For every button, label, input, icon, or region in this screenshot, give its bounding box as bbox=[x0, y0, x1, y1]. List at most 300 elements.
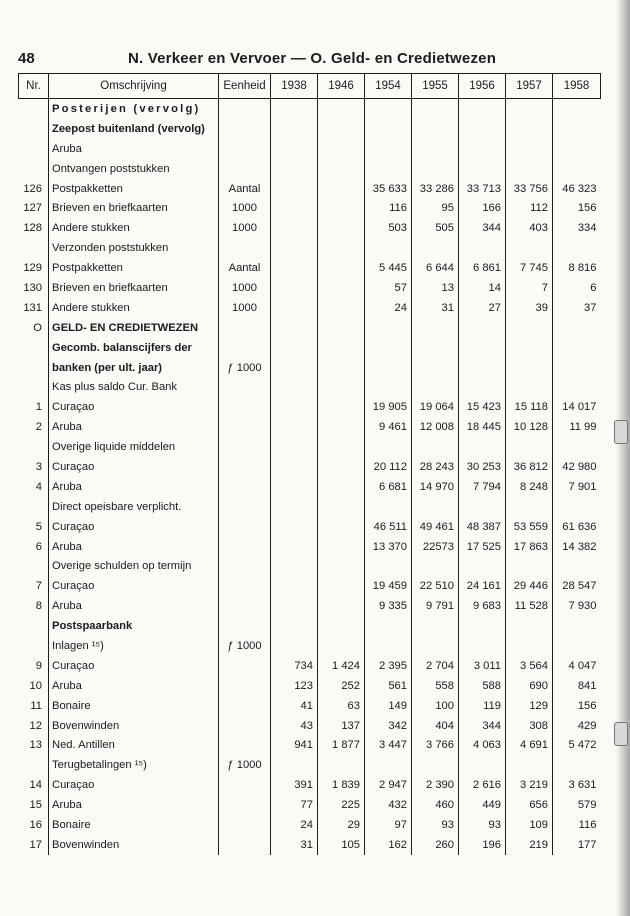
value-cell bbox=[318, 119, 365, 139]
value-cell: 505 bbox=[412, 218, 459, 238]
value-cell bbox=[271, 556, 318, 576]
value-cell: 8 248 bbox=[506, 477, 553, 497]
table-row bbox=[19, 198, 601, 218]
table-row bbox=[19, 358, 601, 378]
table-row bbox=[19, 576, 601, 596]
value-cell: 22 510 bbox=[412, 576, 459, 596]
row-description: GELD- EN CREDIETWEZEN bbox=[49, 318, 219, 338]
value-cell: 119 bbox=[459, 696, 506, 716]
column-header: 1957 bbox=[506, 74, 553, 99]
value-cell: 24 161 bbox=[459, 576, 506, 596]
value-cell bbox=[271, 139, 318, 159]
value-cell: 342 bbox=[365, 716, 412, 736]
value-cell: 219 bbox=[506, 835, 553, 855]
row-number: 13 bbox=[29, 739, 42, 752]
value-cell: 7 794 bbox=[459, 477, 506, 497]
value-cell bbox=[412, 238, 459, 258]
value-cell: 39 bbox=[506, 298, 553, 318]
value-cell bbox=[271, 616, 318, 636]
row-number: 127 bbox=[23, 202, 42, 215]
value-cell bbox=[553, 318, 601, 338]
value-cell bbox=[553, 139, 601, 159]
value-cell bbox=[459, 755, 506, 775]
value-cell bbox=[271, 119, 318, 139]
row-description: Curaçao bbox=[49, 397, 219, 417]
value-cell bbox=[506, 159, 553, 179]
value-cell bbox=[506, 358, 553, 378]
table-row bbox=[19, 716, 601, 736]
value-cell: 404 bbox=[412, 716, 459, 736]
value-cell: 43 bbox=[271, 716, 318, 736]
table-row bbox=[19, 537, 601, 557]
value-cell bbox=[553, 556, 601, 576]
row-description: Aruba bbox=[49, 795, 219, 815]
table-row bbox=[19, 815, 601, 835]
row-description: Bonaire bbox=[49, 696, 219, 716]
row-unit bbox=[219, 537, 271, 557]
value-cell bbox=[412, 616, 459, 636]
row-unit: 1000 bbox=[219, 298, 271, 318]
value-cell: 3 447 bbox=[365, 736, 412, 756]
value-cell: 196 bbox=[459, 835, 506, 855]
value-cell: 22573 bbox=[412, 537, 459, 557]
value-cell: 177 bbox=[553, 835, 601, 855]
value-cell bbox=[318, 576, 365, 596]
value-cell: 28 547 bbox=[553, 576, 601, 596]
value-cell bbox=[506, 318, 553, 338]
value-cell: 116 bbox=[365, 198, 412, 218]
row-number bbox=[19, 497, 49, 517]
value-cell bbox=[459, 159, 506, 179]
value-cell bbox=[412, 338, 459, 358]
value-cell: 162 bbox=[365, 835, 412, 855]
row-unit bbox=[219, 318, 271, 338]
value-cell: 57 bbox=[365, 278, 412, 298]
value-cell: 9 461 bbox=[365, 417, 412, 437]
value-cell: 690 bbox=[506, 676, 553, 696]
value-cell bbox=[553, 338, 601, 358]
table-row bbox=[19, 318, 601, 338]
value-cell: 2 395 bbox=[365, 656, 412, 676]
value-cell bbox=[412, 556, 459, 576]
value-cell: 260 bbox=[412, 835, 459, 855]
value-cell bbox=[459, 318, 506, 338]
row-number: 1 bbox=[35, 401, 42, 414]
value-cell bbox=[318, 358, 365, 378]
value-cell: 49 461 bbox=[412, 517, 459, 537]
value-cell bbox=[506, 99, 553, 119]
row-unit bbox=[219, 457, 271, 477]
row-unit bbox=[219, 815, 271, 835]
value-cell bbox=[318, 179, 365, 199]
value-cell bbox=[271, 99, 318, 119]
column-header: Nr. bbox=[19, 74, 49, 99]
table-row bbox=[19, 696, 601, 716]
value-cell: 63 bbox=[318, 696, 365, 716]
value-cell: 13 370 bbox=[365, 537, 412, 557]
value-cell: 29 bbox=[318, 815, 365, 835]
value-cell: 1 877 bbox=[318, 736, 365, 756]
value-cell bbox=[459, 238, 506, 258]
row-unit bbox=[219, 576, 271, 596]
row-unit bbox=[219, 119, 271, 139]
value-cell bbox=[506, 139, 553, 159]
value-cell: 841 bbox=[553, 676, 601, 696]
row-number: 11 bbox=[30, 699, 42, 712]
row-number: 128 bbox=[23, 222, 42, 235]
row-unit bbox=[219, 835, 271, 855]
row-description: Aruba bbox=[49, 139, 219, 159]
row-unit bbox=[219, 497, 271, 517]
value-cell: 14 017 bbox=[553, 397, 601, 417]
value-cell bbox=[459, 139, 506, 159]
row-description: Aruba bbox=[49, 676, 219, 696]
table-row bbox=[19, 755, 601, 775]
value-cell bbox=[271, 338, 318, 358]
value-cell: 4 063 bbox=[459, 736, 506, 756]
value-cell bbox=[318, 159, 365, 179]
value-cell: 9 683 bbox=[459, 596, 506, 616]
table-row bbox=[19, 377, 601, 397]
row-description: Aruba bbox=[49, 596, 219, 616]
row-unit bbox=[219, 417, 271, 437]
row-description: Zeepost buitenland (vervolg) bbox=[49, 119, 219, 139]
value-cell bbox=[318, 218, 365, 238]
value-cell bbox=[318, 477, 365, 497]
value-cell bbox=[412, 119, 459, 139]
value-cell: 31 bbox=[412, 298, 459, 318]
value-cell: 5 445 bbox=[365, 258, 412, 278]
value-cell: 503 bbox=[365, 218, 412, 238]
row-description: Inlagen ¹⁵) bbox=[49, 636, 219, 656]
value-cell bbox=[271, 517, 318, 537]
row-description: Verzonden poststukken bbox=[49, 238, 219, 258]
row-unit: ƒ 1000 bbox=[219, 755, 271, 775]
table-row bbox=[19, 556, 601, 576]
value-cell: 17 525 bbox=[459, 537, 506, 557]
row-description: Ned. Antillen bbox=[49, 736, 219, 756]
row-number: 2 bbox=[35, 421, 42, 434]
value-cell: 77 bbox=[271, 795, 318, 815]
value-cell bbox=[553, 159, 601, 179]
row-number: 12 bbox=[29, 719, 42, 732]
table-row bbox=[19, 477, 601, 497]
value-cell: 33 713 bbox=[459, 179, 506, 199]
row-unit: ƒ 1000 bbox=[219, 358, 271, 378]
row-number: 15 bbox=[29, 799, 42, 812]
value-cell: 33 286 bbox=[412, 179, 459, 199]
row-unit bbox=[219, 139, 271, 159]
column-header: 1954 bbox=[365, 74, 412, 99]
value-cell: 95 bbox=[412, 198, 459, 218]
value-cell: 7 bbox=[506, 278, 553, 298]
row-description: Direct opeisbare verplicht. bbox=[49, 497, 219, 517]
row-description: Curaçao bbox=[49, 457, 219, 477]
row-number bbox=[19, 99, 49, 119]
value-cell bbox=[271, 278, 318, 298]
value-cell: 2 616 bbox=[459, 775, 506, 795]
value-cell bbox=[365, 358, 412, 378]
column-header: 1946 bbox=[318, 74, 365, 99]
table-row bbox=[19, 119, 601, 139]
value-cell bbox=[459, 497, 506, 517]
value-cell: 123 bbox=[271, 676, 318, 696]
value-cell bbox=[506, 238, 553, 258]
value-cell: 3 766 bbox=[412, 736, 459, 756]
value-cell bbox=[459, 119, 506, 139]
value-cell: 116 bbox=[553, 815, 601, 835]
value-cell bbox=[412, 159, 459, 179]
row-description: Overige schulden op termijn bbox=[49, 556, 219, 576]
value-cell bbox=[318, 417, 365, 437]
table-row bbox=[19, 636, 601, 656]
page-header bbox=[18, 50, 618, 70]
value-cell bbox=[365, 636, 412, 656]
value-cell bbox=[318, 397, 365, 417]
row-unit bbox=[219, 99, 271, 119]
value-cell: 30 253 bbox=[459, 457, 506, 477]
row-unit bbox=[219, 775, 271, 795]
value-cell: 3 219 bbox=[506, 775, 553, 795]
row-number bbox=[19, 437, 49, 457]
value-cell: 308 bbox=[506, 716, 553, 736]
row-number bbox=[19, 238, 49, 258]
row-description: Postpakketten bbox=[49, 179, 219, 199]
row-number bbox=[19, 636, 49, 656]
value-cell bbox=[318, 318, 365, 338]
value-cell: 93 bbox=[412, 815, 459, 835]
value-cell bbox=[271, 636, 318, 656]
row-number bbox=[19, 338, 49, 358]
value-cell bbox=[506, 497, 553, 517]
value-cell: 28 243 bbox=[412, 457, 459, 477]
value-cell bbox=[412, 377, 459, 397]
row-number: 17 bbox=[29, 838, 42, 851]
value-cell: 24 bbox=[365, 298, 412, 318]
row-number bbox=[19, 159, 49, 179]
value-cell bbox=[365, 755, 412, 775]
table-row bbox=[19, 159, 601, 179]
value-cell bbox=[318, 755, 365, 775]
row-unit bbox=[219, 477, 271, 497]
value-cell bbox=[271, 437, 318, 457]
row-description: Aruba bbox=[49, 537, 219, 557]
row-description: Kas plus saldo Cur. Bank bbox=[49, 377, 219, 397]
value-cell: 93 bbox=[459, 815, 506, 835]
table-row bbox=[19, 736, 601, 756]
row-description: Aruba bbox=[49, 417, 219, 437]
value-cell: 14 382 bbox=[553, 537, 601, 557]
row-number: 16 bbox=[29, 819, 42, 831]
row-description: Gecomb. balanscijfers der bbox=[49, 338, 219, 358]
value-cell: 8 816 bbox=[553, 258, 601, 278]
value-cell: 7 930 bbox=[553, 596, 601, 616]
row-number: 5 bbox=[35, 520, 42, 533]
value-cell: 42 980 bbox=[553, 457, 601, 477]
page-title: N. Verkeer en Vervoer — O. Geld- en Credietwezen bbox=[128, 50, 497, 67]
row-number: O bbox=[33, 321, 42, 334]
value-cell bbox=[553, 497, 601, 517]
row-description: Brieven en briefkaarten bbox=[49, 278, 219, 298]
value-cell bbox=[506, 636, 553, 656]
row-description: Postspaarbank bbox=[49, 616, 219, 636]
value-cell: 9 791 bbox=[412, 596, 459, 616]
table-row bbox=[19, 497, 601, 517]
row-description: Aruba bbox=[49, 477, 219, 497]
row-description: Bovenwinden bbox=[49, 716, 219, 736]
table-row bbox=[19, 218, 601, 238]
value-cell bbox=[271, 477, 318, 497]
value-cell bbox=[318, 238, 365, 258]
value-cell: 31 bbox=[271, 835, 318, 855]
value-cell: 149 bbox=[365, 696, 412, 716]
value-cell: 1 839 bbox=[318, 775, 365, 795]
value-cell: 129 bbox=[506, 696, 553, 716]
row-number: 131 bbox=[23, 301, 42, 314]
value-cell bbox=[318, 556, 365, 576]
value-cell bbox=[271, 179, 318, 199]
value-cell bbox=[459, 338, 506, 358]
value-cell: 46 511 bbox=[365, 517, 412, 537]
value-cell: 588 bbox=[459, 676, 506, 696]
value-cell: 2 390 bbox=[412, 775, 459, 795]
value-cell: 3 631 bbox=[553, 775, 601, 795]
row-unit: 1000 bbox=[219, 218, 271, 238]
value-cell: 460 bbox=[412, 795, 459, 815]
value-cell bbox=[412, 497, 459, 517]
value-cell: 11 528 bbox=[506, 596, 553, 616]
value-cell: 10 128 bbox=[506, 417, 553, 437]
value-cell bbox=[271, 576, 318, 596]
value-cell: 18 445 bbox=[459, 417, 506, 437]
value-cell bbox=[271, 258, 318, 278]
table-row bbox=[19, 278, 601, 298]
value-cell: 429 bbox=[553, 716, 601, 736]
value-cell: 561 bbox=[365, 676, 412, 696]
table-row bbox=[19, 596, 601, 616]
table-row bbox=[19, 795, 601, 815]
row-unit bbox=[219, 736, 271, 756]
value-cell bbox=[553, 755, 601, 775]
row-number bbox=[19, 139, 49, 159]
table-row bbox=[19, 417, 601, 437]
value-cell bbox=[318, 258, 365, 278]
value-cell: 27 bbox=[459, 298, 506, 318]
value-cell: 17 863 bbox=[506, 537, 553, 557]
row-number: 9 bbox=[35, 659, 42, 672]
row-unit: ƒ 1000 bbox=[219, 636, 271, 656]
value-cell bbox=[553, 437, 601, 457]
value-cell: 33 756 bbox=[506, 179, 553, 199]
row-unit bbox=[219, 377, 271, 397]
row-number: 126 bbox=[23, 182, 42, 195]
row-unit bbox=[219, 338, 271, 358]
table-row bbox=[19, 457, 601, 477]
value-cell bbox=[271, 238, 318, 258]
row-unit bbox=[219, 159, 271, 179]
value-cell bbox=[318, 338, 365, 358]
row-number bbox=[19, 358, 49, 378]
value-cell: 36 812 bbox=[506, 457, 553, 477]
value-cell bbox=[459, 556, 506, 576]
value-cell bbox=[271, 298, 318, 318]
value-cell: 41 bbox=[271, 696, 318, 716]
row-description: Terugbetalingen ¹⁵) bbox=[49, 755, 219, 775]
value-cell bbox=[271, 397, 318, 417]
value-cell: 4 691 bbox=[506, 736, 553, 756]
value-cell: 13 bbox=[412, 278, 459, 298]
value-cell bbox=[365, 377, 412, 397]
row-number: 14 bbox=[29, 779, 42, 792]
table-row bbox=[19, 616, 601, 636]
value-cell: 656 bbox=[506, 795, 553, 815]
value-cell bbox=[271, 318, 318, 338]
table-row bbox=[19, 99, 601, 119]
value-cell bbox=[271, 218, 318, 238]
value-cell: 579 bbox=[553, 795, 601, 815]
value-cell bbox=[318, 298, 365, 318]
row-description: Andere stukken bbox=[49, 218, 219, 238]
value-cell bbox=[553, 119, 601, 139]
value-cell bbox=[318, 278, 365, 298]
value-cell bbox=[553, 616, 601, 636]
value-cell bbox=[271, 596, 318, 616]
value-cell bbox=[318, 497, 365, 517]
row-number bbox=[19, 616, 49, 636]
table-body bbox=[19, 99, 601, 855]
value-cell: 225 bbox=[318, 795, 365, 815]
value-cell bbox=[412, 636, 459, 656]
value-cell: 48 387 bbox=[459, 517, 506, 537]
value-cell bbox=[365, 119, 412, 139]
row-unit bbox=[219, 556, 271, 576]
table-row bbox=[19, 835, 601, 855]
value-cell bbox=[365, 139, 412, 159]
value-cell: 35 633 bbox=[365, 179, 412, 199]
column-header: 1958 bbox=[553, 74, 601, 99]
value-cell bbox=[365, 556, 412, 576]
value-cell bbox=[553, 238, 601, 258]
row-unit: Aantal bbox=[219, 179, 271, 199]
row-unit bbox=[219, 238, 271, 258]
value-cell bbox=[318, 457, 365, 477]
value-cell: 137 bbox=[318, 716, 365, 736]
value-cell: 156 bbox=[553, 198, 601, 218]
row-description: Ontvangen poststukken bbox=[49, 159, 219, 179]
value-cell bbox=[506, 377, 553, 397]
row-description: Bonaire bbox=[49, 815, 219, 835]
value-cell: 12 008 bbox=[412, 417, 459, 437]
column-header: Omschrijving bbox=[49, 74, 219, 99]
value-cell bbox=[271, 198, 318, 218]
value-cell bbox=[506, 437, 553, 457]
value-cell bbox=[412, 358, 459, 378]
value-cell bbox=[412, 99, 459, 119]
value-cell: 2 947 bbox=[365, 775, 412, 795]
value-cell bbox=[459, 437, 506, 457]
table-row bbox=[19, 775, 601, 795]
value-cell bbox=[365, 318, 412, 338]
value-cell bbox=[318, 537, 365, 557]
value-cell bbox=[365, 159, 412, 179]
row-number: 6 bbox=[35, 540, 42, 553]
value-cell bbox=[318, 139, 365, 159]
row-number bbox=[19, 556, 49, 576]
value-cell: 3 011 bbox=[459, 656, 506, 676]
value-cell bbox=[553, 377, 601, 397]
value-cell: 105 bbox=[318, 835, 365, 855]
table-row bbox=[19, 656, 601, 676]
